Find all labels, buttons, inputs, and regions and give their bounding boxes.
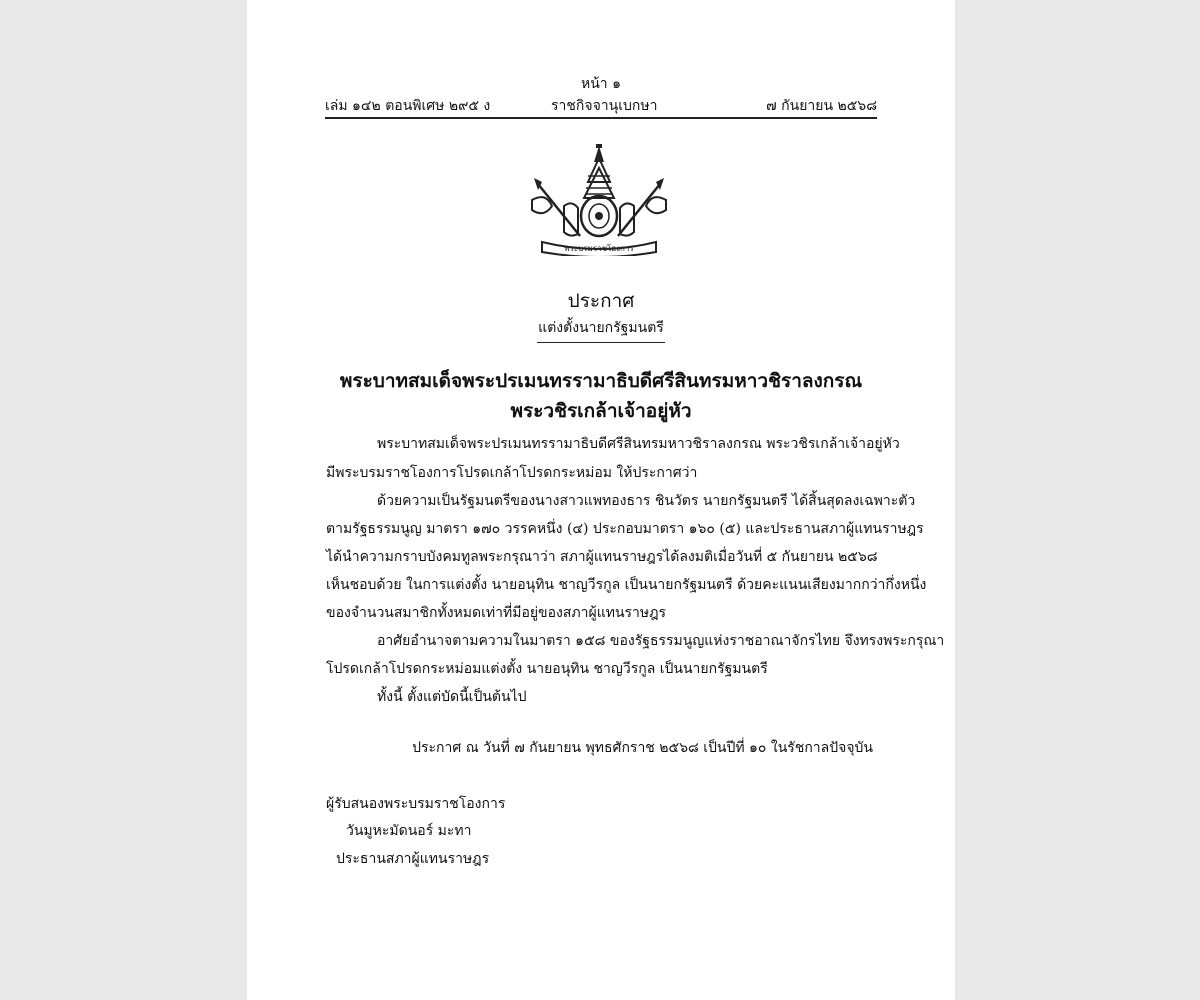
body-line: เห็นชอบด้วย ในการแต่งตั้ง นายอนุทิน ชาญวีรกูล เป็นนายกรัฐมนตรี ด้วยคะแนนเสียงมากกว่ากึ่งหนึ่ง	[326, 577, 927, 593]
gazette-date: ๗ กันยายน ๒๕๖๘	[766, 98, 877, 114]
page-number: หน้า ๑	[581, 76, 621, 92]
king-name-line-2: พระวชิรเกล้าเจ้าอยู่หัว	[510, 400, 692, 422]
volume-issue: เล่ม ๑๔๒ ตอนพิเศษ ๒๙๕ ง	[325, 98, 491, 114]
body-line: พระบาทสมเด็จพระปรเมนทรรามาธิบดีศรีสินทรมหาวชิราลงกรณ พระวชิรเกล้าเจ้าอยู่หัว	[377, 436, 900, 452]
body-line: ด้วยความเป็นรัฐมนตรีของนางสาวแพทองธาร ชินวัตร นายกรัฐมนตรี ได้สิ้นสุดลงเฉพาะตัว	[377, 493, 916, 509]
announcement-title: ประกาศ	[567, 290, 635, 312]
royal-emblem-icon	[528, 144, 670, 256]
title-divider	[537, 342, 665, 343]
gazette-header	[325, 95, 877, 119]
emblem-ribbon-text: พระบรมราชโองการ	[564, 244, 634, 253]
publication-name: ราชกิจจานุเบกษา	[551, 98, 658, 114]
body-line: มีพระบรมราชโองการโปรดเกล้าโปรดกระหม่อม ให้ประกาศว่า	[326, 465, 698, 481]
countersigner-name: วันมูหะมัดนอร์ มะทา	[346, 823, 472, 839]
announcement-subtitle: แต่งตั้งนายกรัฐมนตรี	[538, 320, 664, 336]
body-line: อาศัยอำนาจตามความในมาตรา ๑๕๘ ของรัฐธรรมนูญแห่งราชอาณาจักรไทย จึงทรงพระกรุณา	[377, 633, 945, 649]
body-line: ตามรัฐธรรมนูญ มาตรา ๑๗๐ วรรคหนึ่ง (๔) ประกอบมาตรา ๑๖๐ (๕) และประธานสภาผู้แทนราษฎร	[326, 521, 924, 537]
king-name-line-1: พระบาทสมเด็จพระปรเมนทรรามาธิบดีศรีสินทรมหาวชิราลงกรณ	[339, 370, 863, 392]
body-line: ของจำนวนสมาชิกทั้งหมดเท่าที่มีอยู่ของสภาผู้แทนราษฎร	[326, 605, 667, 621]
gazette-page	[247, 0, 955, 1000]
countersigner-position: ประธานสภาผู้แทนราษฎร	[336, 851, 490, 867]
body-line: โปรดเกล้าโปรดกระหม่อมแต่งตั้ง นายอนุทิน ชาญวีรกูล เป็นนายกรัฐมนตรี	[326, 661, 768, 677]
body-line: ได้นำความกราบบังคมทูลพระกรุณาว่า สภาผู้แทนราษฎรได้ลงมติเมื่อวันที่ ๕ กันยายน ๒๕๖๘	[326, 549, 878, 565]
proclamation-date: ประกาศ ณ วันที่ ๗ กันยายน พุทธศักราช ๒๕๖๘ เป็นปีที่ ๑๐ ในรัชกาลปัจจุบัน	[412, 740, 873, 756]
body-line: ทั้งนี้ ตั้งแต่บัดนี้เป็นต้นไป	[377, 689, 527, 705]
countersign-label: ผู้รับสนองพระบรมราชโองการ	[326, 796, 506, 812]
